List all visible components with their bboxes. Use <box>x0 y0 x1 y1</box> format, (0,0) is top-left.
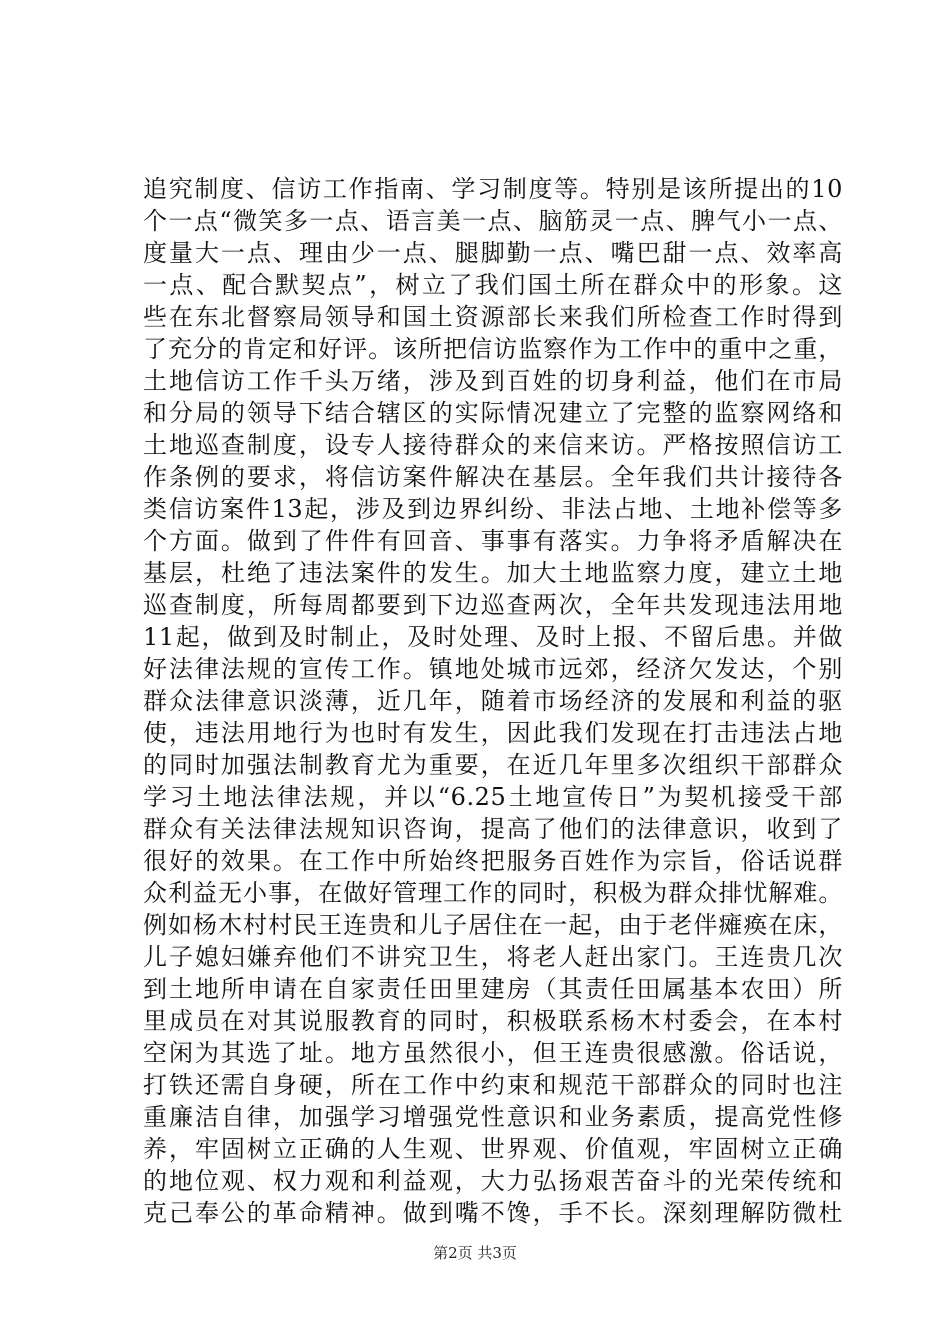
text-line: 学习土地法律法规，并以“6.25土地宣传日”为契机接受干部 <box>143 783 843 811</box>
page-number-footer: 第2页 共3页 <box>433 1244 517 1262</box>
text-line: 克己奉公的革命精神。做到嘴不馋，手不长。深刻理解防微杜 <box>143 1199 843 1227</box>
text-line: 一点、配合默契点”，树立了我们国土所在群众中的形象。这 <box>143 271 843 299</box>
text-line: 群众法律意识淡薄，近几年，随着市场经济的发展和利益的驱 <box>143 687 843 715</box>
text-line: 个方面。做到了件件有回音、事事有落实。力争将矛盾解决在 <box>143 527 843 555</box>
text-line: 众利益无小事，在做好管理工作的同时，积极为群众排忧解难。 <box>143 879 843 907</box>
body-text <box>143 173 843 1229</box>
text-line: 儿子媳妇嫌弃他们不讲究卫生，将老人赶出家门。王连贵几次 <box>143 943 843 971</box>
text-line: 个一点“微笑多一点、语言美一点、脑筋灵一点、脾气小一点、 <box>143 207 843 235</box>
text-line: 养，牢固树立正确的人生观、世界观、价值观，牢固树立正确 <box>143 1135 843 1163</box>
text-line: 作条例的要求，将信访案件解决在基层。全年我们共计接待各 <box>143 463 843 491</box>
text-line: 好法律法规的宣传工作。镇地处城市远郊，经济欠发达，个别 <box>143 655 843 683</box>
text-line: 11起，做到及时制止，及时处理、及时上报、不留后患。并做 <box>143 623 843 651</box>
text-line: 度量大一点、理由少一点、腿脚勤一点、嘴巴甜一点、效率高 <box>143 239 843 267</box>
text-line: 类信访案件13起，涉及到边界纠纷、非法占地、土地补偿等多 <box>143 495 843 523</box>
text-line: 例如杨木村村民王连贵和儿子居住在一起，由于老伴瘫痪在床， <box>143 911 843 939</box>
text-line: 的地位观、权力观和利益观，大力弘扬艰苦奋斗的光荣传统和 <box>143 1167 843 1195</box>
text-line: 基层，杜绝了违法案件的发生。加大土地监察力度，建立土地 <box>143 559 843 587</box>
text-line: 巡查制度，所每周都要到下边巡查两次，全年共发现违法用地 <box>143 591 843 619</box>
text-line: 重廉洁自律，加强学习增强党性意识和业务素质，提高党性修 <box>143 1103 843 1131</box>
text-line: 的同时加强法制教育尤为重要，在近几年里多次组织干部群众 <box>143 751 843 779</box>
text-line: 追究制度、信访工作指南、学习制度等。特别是该所提出的10 <box>143 175 843 203</box>
text-line: 了充分的肯定和好评。该所把信访监察作为工作中的重中之重， <box>143 335 843 363</box>
text-line: 土地信访工作千头万绪，涉及到百姓的切身利益，他们在市局 <box>143 367 843 395</box>
text-line: 使，违法用地行为也时有发生，因此我们发现在打击违法占地 <box>143 719 843 747</box>
text-line: 土地巡查制度，设专人接待群众的来信来访。严格按照信访工 <box>143 431 843 459</box>
text-line: 到土地所申请在自家责任田里建房（其责任田属基本农田）所 <box>143 975 843 1003</box>
text-line: 打铁还需自身硬，所在工作中约束和规范干部群众的同时也注 <box>143 1071 843 1099</box>
text-line: 空闲为其选了址。地方虽然很小，但王连贵很感激。俗话说， <box>143 1039 843 1067</box>
text-line: 群众有关法律法规知识咨询，提高了他们的法律意识，收到了 <box>143 815 843 843</box>
text-line: 里成员在对其说服教育的同时，积极联系杨木村委会，在本村 <box>143 1007 843 1035</box>
text-line: 些在东北督察局领导和国土资源部长来我们所检查工作时得到 <box>143 303 843 331</box>
text-line: 和分局的领导下结合辖区的实际情况建立了完整的监察网络和 <box>143 399 843 427</box>
text-line: 很好的效果。在工作中所始终把服务百姓作为宗旨，俗话说群 <box>143 847 843 875</box>
